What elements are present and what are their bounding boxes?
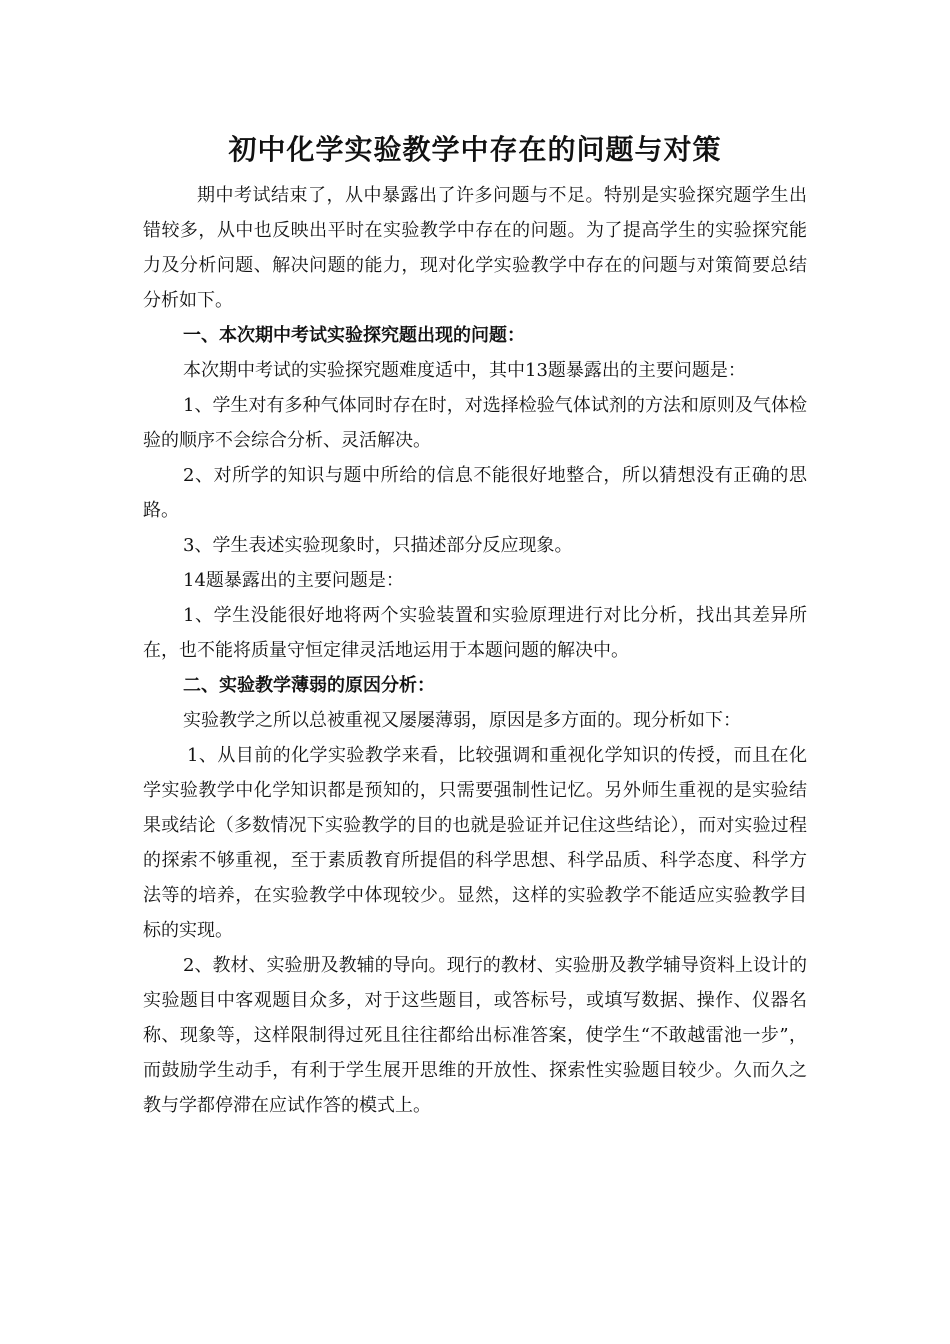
- paragraph-q13-point-1: 1、学生对有多种气体同时存在时，对选择检验气体试剂的方法和原则及气体检验的顺序不会综合分析、灵活解决。: [143, 395, 807, 451]
- paragraph-q14-intro: 14题暴露出的主要问题是：: [183, 570, 404, 591]
- document-title: 初中化学实验教学中存在的问题与对策: [228, 133, 722, 166]
- section-heading-2: 二、实验教学薄弱的原因分析：: [183, 675, 435, 696]
- paragraph-reason-1: 1、从目前的化学实验教学来看，比较强调和重视化学知识的传授，而且在化学实验教学中化学知识都是预知的，只需要强制性记忆。另外师生重视的是实验结果或结论（多数情况下实验教学的目的也就是验证并记住这些结论），而对实验过程的探索不够重视，至于素质教育所提倡的科学思想、科学品质、科学态度、科学方法等的培养，在实验教学中体现较少。显然，这样的实验教学不能适应实验教学目标的实现。: [143, 745, 807, 941]
- paragraph-reasons-intro: 实验教学之所以总被重视又屡屡薄弱，原因是多方面的。现分析如下：: [183, 710, 741, 731]
- paragraph-q14-point-1: 1、学生没能很好地将两个实验装置和实验原理进行对比分析，找出其差异所在，也不能将质量守恒定律灵活地运用于本题问题的解决中。: [143, 605, 807, 661]
- paragraph-q13-point-2: 2、对所学的知识与题中所给的信息不能很好地整合，所以猜想没有正确的思路。: [143, 465, 807, 521]
- paragraph-reason-2: 2、教材、实验册及教辅的导向。现行的教材、实验册及教学辅导资料上设计的实验题目中客观题目众多，对于这些题目，或答标号，或填写数据、操作、仪器名称、现象等，这样限制得过死且往往都给出标准答案，使学生“不敢越雷池一步”，而鼓励学生动手，有利于学生展开思维的开放性、探索性实验题目较少。久而久之教与学都停滞在应试作答的模式上。: [143, 955, 807, 1116]
- document-body: [143, 130, 807, 1123]
- section-heading-1: 一、本次期中考试实验探究题出现的问题：: [183, 325, 525, 346]
- paragraph-q13-intro: 本次期中考试的实验探究题难度适中，其中13题暴露出的主要问题是：: [183, 360, 746, 381]
- intro-paragraph: 期中考试结束了，从中暴露出了许多问题与不足。特别是实验探究题学生出错较多，从中也反映出平时在实验教学中存在的问题。为了提高学生的实验探究能力及分析问题、解决问题的能力，现对化学实验教学中存在的问题与对策简要总结分析如下。: [143, 185, 807, 311]
- paragraph-q13-point-3: 3、学生表述实验现象时，只描述部分反应现象。: [183, 535, 573, 556]
